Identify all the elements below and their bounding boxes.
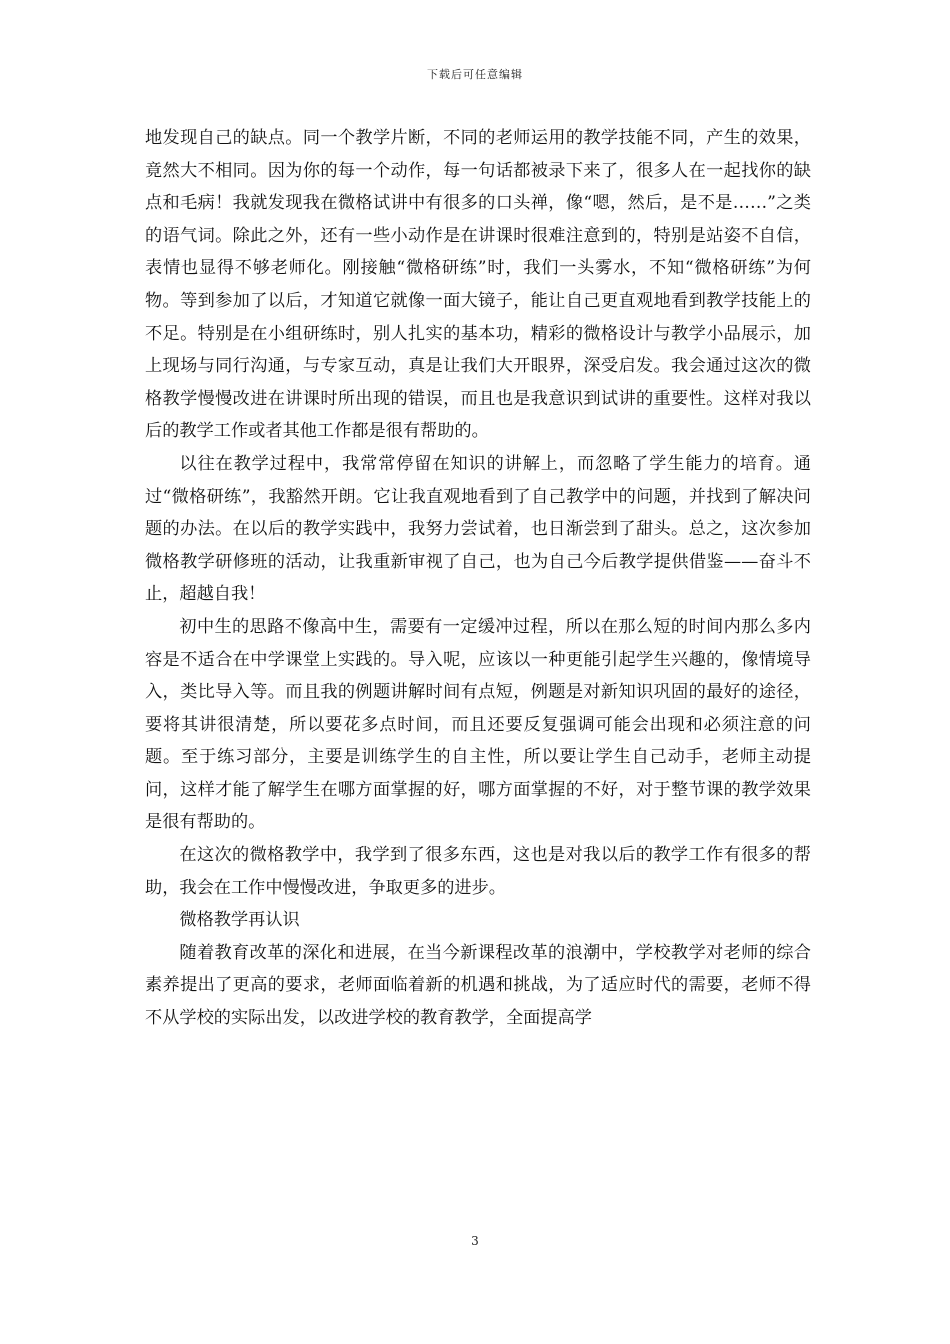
paragraph: 初中生的思路不像高中生，需要有一定缓冲过程，所以在那么短的时间内那么多内容是不适合在中学课堂上实践的。导入呢，应该以一种更能引起学生兴趣的，像情境导入，类比导入等。而且我的例题讲解时间有点短，例题是对新知识巩固的最好的途径，要将其讲很清楚，所以要花多点时间，而且还要反复强调可能会出现和必须注意的问题。至于练习部分，主要是训练学生的自主性，所以要让学生自己动手，老师主动提问，这样才能了解学生在哪方面掌握的好，哪方面掌握的不好，对于整节课的教学效果是很有帮助的。 [145,616,811,833]
page-header: 下载后可任意编辑 [427,68,523,81]
section-heading: 微格教学再认识 [179,910,300,931]
paragraph: 以往在教学过程中，我常常停留在知识的讲解上，而忽略了学生能力的培育。通过“微格研练”，我豁然开朗。它让我直观地看到了自己教学中的问题，并找到了解决问题的办法。在以后的教学实践中，我努力尝试着，也日渐尝到了甜头。总之，这次参加微格教学研修班的活动，让我重新审视了自己，也为自己今后教学提供借鉴——奋斗不止，超越自我！ [145,453,811,605]
paragraph: 在这次的微格教学中，我学到了很多东西，这也是对我以后的教学工作有很多的帮助，我会在工作中慢慢改进，争取更多的进步。 [145,845,811,898]
paragraph: 随着教育改革的深化和进展，在当今新课程改革的浪潮中，学校教学对老师的综合素养提出了更高的要求，老师面临着新的机遇和挑战，为了适应时代的需要，老师不得不从学校的实际出发，以改进学校的教育教学，全面提高学 [145,942,811,1029]
page-number: 3 [471,1234,479,1248]
paragraph-continued: 地发现自己的缺点。同一个教学片断，不同的老师运用的教学技能不同，产生的效果，竟然大不相同。因为你的每一个动作，每一句话都被录下来了，很多人在一起找你的缺点和毛病！我就发现我在微格试讲中有很多的口头禅，像“嗯，然后，是不是……”之类的语气词。除此之外，还有一些小动作是在讲课时很难注意到的，特别是站姿不自信，表情也显得不够老师化。刚接触“微格研练”时，我们一头雾水，不知“微格研练”为何物。等到参加了以后，才知道它就像一面大镜子，能让自己更直观地看到教学技能上的不足。特别是在小组研练时，别人扎实的基本功，精彩的微格设计与教学小品展示，加上现场与同行沟通，与专家互动，真是让我们大开眼界，深受启发。我会通过这次的微格教学慢慢改进在讲课时所出现的错误，而且也是我意识到试讲的重要性。这样对我以后的教学工作或者其他工作都是很有帮助的。 [145,128,811,442]
document-body [145,122,811,1035]
